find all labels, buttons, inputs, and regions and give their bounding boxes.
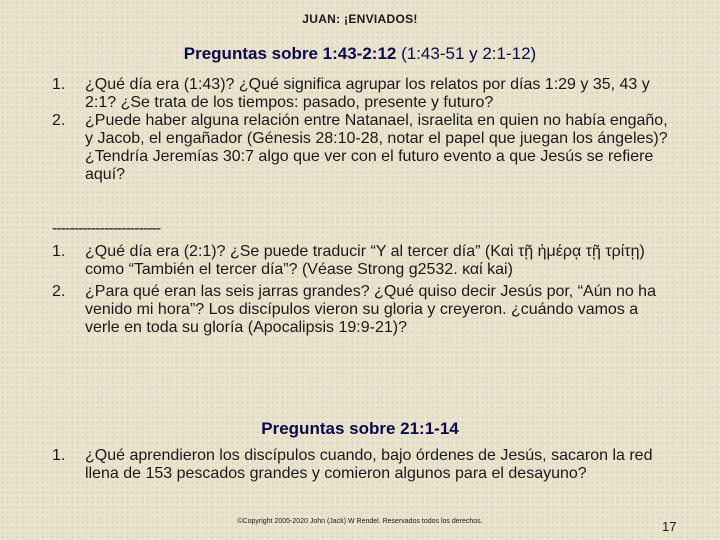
section-heading-1-bold: Preguntas sobre 1:43-2:12 — [183, 44, 397, 63]
question-item — [18, 76, 668, 112]
section-heading-1 — [0, 44, 720, 64]
copyright-footer: ©Copyright 2005-2020 John (Jack) W Rendel. Reservados todos los derechos. — [237, 518, 483, 525]
question-number: 1. — [52, 447, 66, 464]
question-text: ¿Puede haber alguna relación entre Natanael, israelita en quien no había engaño, y Jacob, el engañador (Génesis 28:10-28, notar el papel que juegan los ángeles)? ¿Tendría Jeremías 30:7 algo que ver con el futuro evento a que Jesús se refiere aquí? — [85, 112, 668, 183]
question-list-3 — [18, 447, 668, 483]
section-heading-2: Preguntas sobre 21:1-14 — [261, 419, 459, 438]
question-list-2 — [18, 243, 668, 337]
page-number: 17 — [662, 519, 677, 534]
question-item — [18, 112, 668, 184]
question-number: 2. — [52, 283, 66, 300]
question-number: 1. — [52, 76, 66, 93]
section-heading-1-range: (1:43-51 y 2:1-12) — [396, 44, 537, 63]
question-text: ¿Qué día era (2:1)? ¿Se puede traducir “Y al tercer día” (Καὶ τῇ ἡμέρᾳ τῇ τρίτῃ) como “También el tercer día”? (Véase Strong g2532. καί kai) — [85, 243, 645, 278]
question-text: ¿Qué día era (1:43)? ¿Qué significa agrupar los relatos por días 1:29 y 35, 43 y 2:1? ¿Se trata de los tiempos: pasado, presente y futuro? — [85, 76, 650, 111]
separator-line: ------------------------- — [52, 220, 161, 237]
question-item — [18, 447, 668, 483]
question-text: ¿Qué aprendieron los discípulos cuando, bajo órdenes de Jesús, sacaron la red llena de 153 pescados grandes y comieron algunos para el desayuno? — [85, 447, 653, 482]
question-number: 1. — [52, 243, 66, 260]
question-text: ¿Para qué eran las seis jarras grandes? ¿Qué quiso decir Jesús por, “Aún no ha venido mi hora”? Los discípulos vieron su gloria y creyeron. ¿cuándo vamos a verle en toda su gloría (Apocalipsis 19:9-21)? — [85, 283, 656, 336]
question-list-1 — [18, 76, 668, 184]
question-item — [18, 243, 668, 279]
slide-title: JUAN: ¡ENVIADOS! — [302, 12, 418, 26]
question-item — [18, 283, 668, 337]
question-number: 2. — [52, 112, 66, 129]
